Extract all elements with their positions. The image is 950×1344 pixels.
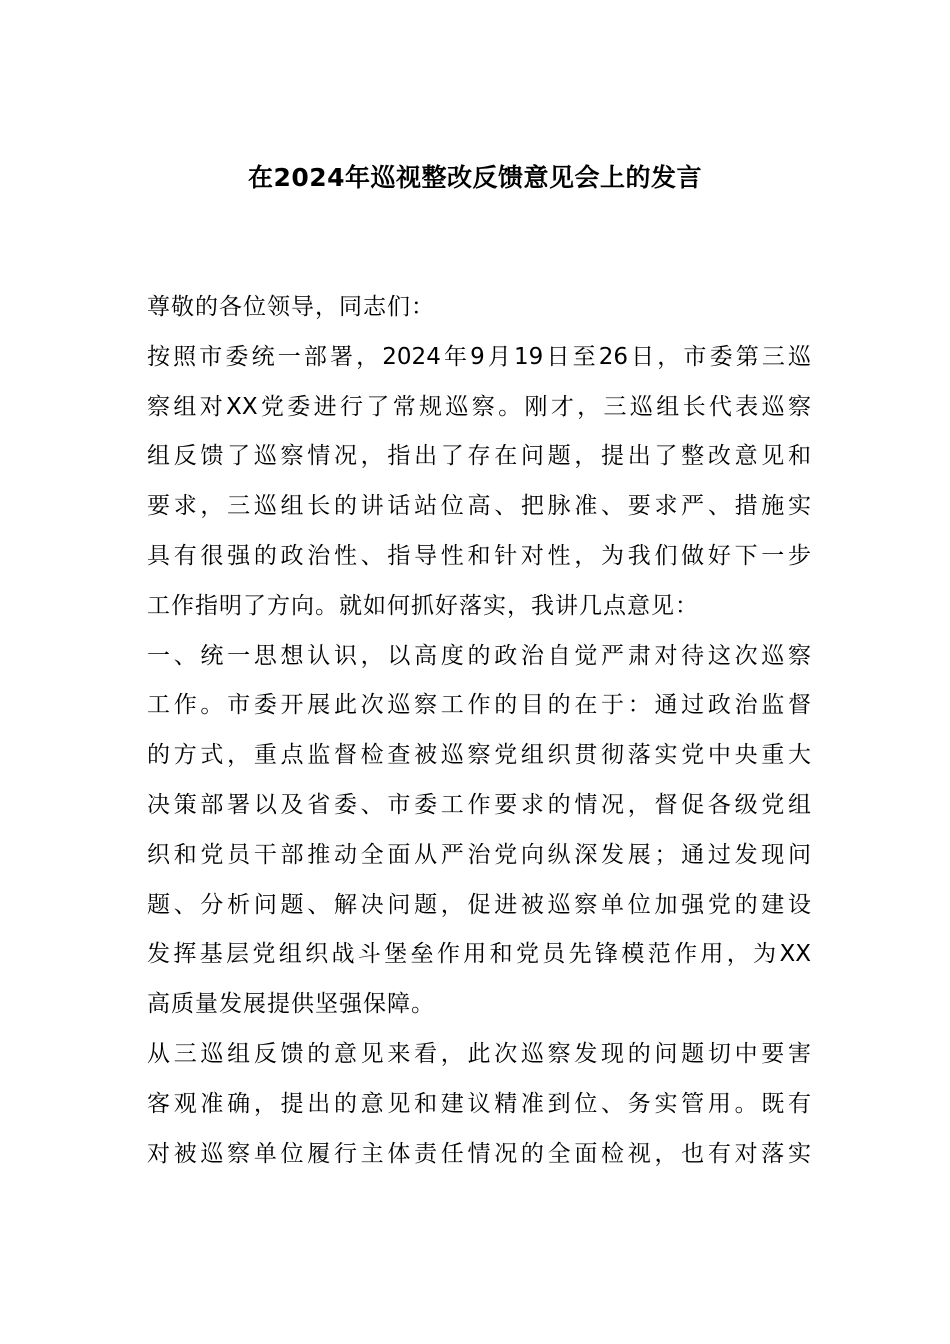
- body-line: 题、分析问题、解决问题，促进被巡察单位加强党的建设: [147, 891, 811, 918]
- body-line: 对被巡察单位履行主体责任情况的全面检视，也有对落实: [147, 1140, 811, 1167]
- body-line: 工作。市委开展此次巡察工作的目的在于：通过政治监督: [147, 692, 811, 719]
- body-line: 工作指明了方向。就如何抓好落实，我讲几点意见：: [147, 592, 699, 619]
- body-line: 决策部署以及省委、市委工作要求的情况，督促各级党组: [147, 791, 811, 818]
- salutation-line: 尊敬的各位领导，同志们：: [147, 294, 435, 320]
- body-line: 发挥基层党组织战斗堡垒作用和党员先锋模范作用，为XX: [147, 941, 811, 968]
- body-line: 察组对XX党委进行了常规巡察。刚才，三巡组长代表巡察: [147, 393, 811, 420]
- body-line: 客观准确，提出的意见和建议精准到位、务实管用。既有: [147, 1090, 811, 1117]
- section-heading-line: 一、统一思想认识，以高度的政治自觉严肃对待这次巡察: [147, 642, 811, 669]
- body-line: 高质量发展提供坚强保障。: [147, 991, 435, 1018]
- body-line: 织和党员干部推动全面从严治党向纵深发展；通过发现问: [147, 841, 811, 868]
- body-line: 从三巡组反馈的意见来看，此次巡察发现的问题切中要害: [147, 1040, 811, 1067]
- document-title: 在2024年巡视整改反馈意见会上的发言: [247, 163, 703, 192]
- document-body: [147, 283, 811, 1179]
- body-line: 要求，三巡组长的讲话站位高、把脉准、要求严、措施实: [147, 493, 811, 520]
- body-line: 组反馈了巡察情况，指出了存在问题，提出了整改意见和: [147, 443, 811, 470]
- body-line: 按照市委统一部署，2024年9月19日至26日，市委第三巡: [147, 343, 811, 370]
- body-line: 的方式，重点监督检查被巡察党组织贯彻落实党中央重大: [147, 742, 811, 769]
- body-line: 具有很强的政治性、指导性和针对性，为我们做好下一步: [147, 542, 811, 569]
